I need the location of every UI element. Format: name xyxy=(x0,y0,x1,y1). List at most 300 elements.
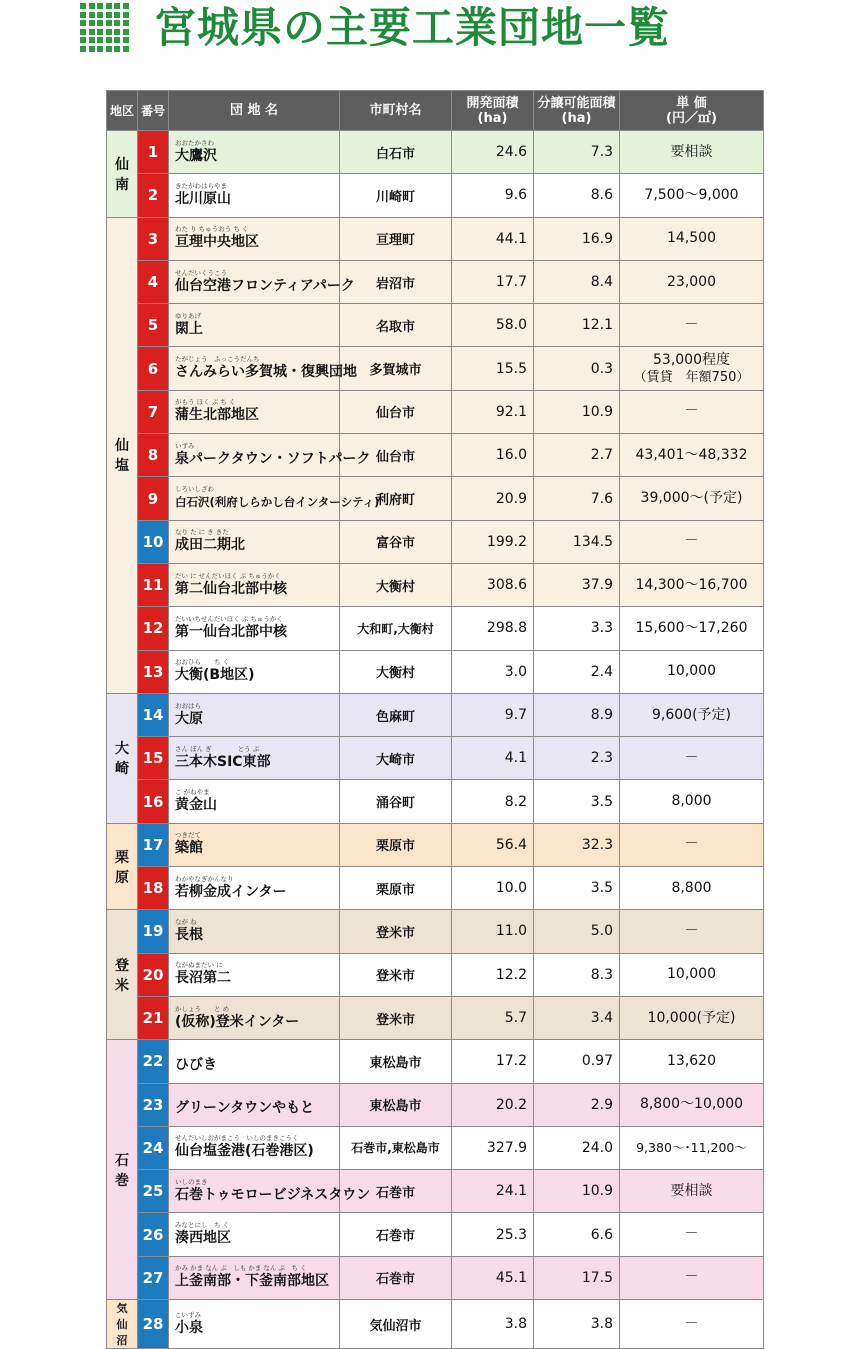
park-name-furigana: だい に せんだいほく ぶ ちゅうかく xyxy=(175,571,281,580)
grid-dot xyxy=(114,37,120,43)
table-row xyxy=(107,174,764,217)
park-number-badge: 7 xyxy=(138,390,169,433)
park-name: 蒲生北部地区 xyxy=(175,407,259,424)
unit-price: 43,401～48,332 xyxy=(635,446,748,463)
park-name-furigana: たがじょう ふっこうだんち xyxy=(175,355,260,364)
unit-price: － xyxy=(684,403,699,420)
park-name-cell xyxy=(169,953,340,996)
municipality-cell: 登米市 xyxy=(340,953,452,996)
industrial-parks-table xyxy=(106,90,764,1349)
header-number: 番号 xyxy=(138,91,169,131)
saleable-area-cell: 8.3 xyxy=(534,953,620,996)
park-name: 大原 xyxy=(175,710,203,727)
table-row xyxy=(107,823,764,866)
region-label-char: 崎 xyxy=(115,761,129,778)
park-name-furigana: わた り ちゅうおう ち く xyxy=(175,225,249,234)
park-name-furigana: ながぬまだい に xyxy=(175,961,223,970)
unit-price: 8,800 xyxy=(671,879,712,896)
region-label-char: 巻 xyxy=(115,1172,129,1189)
municipality-cell: 石巻市,東松島市 xyxy=(340,1126,452,1169)
unit-price: － xyxy=(684,533,699,550)
saleable-area-cell: 10.9 xyxy=(534,390,620,433)
park-name: 湊西地区 xyxy=(175,1230,231,1247)
table-row xyxy=(107,607,764,650)
saleable-area-cell: 7.3 xyxy=(534,131,620,174)
development-area-cell: 9.7 xyxy=(452,693,534,736)
development-area-cell: 17.7 xyxy=(452,260,534,303)
region-label-char: 沼 xyxy=(116,1334,128,1348)
park-name: 白石沢(利府しらかし台インターシティ) xyxy=(175,495,380,510)
grid-dot xyxy=(106,37,112,43)
development-area-cell: 92.1 xyxy=(452,390,534,433)
park-name: 仙台塩釜港(石巻港区) xyxy=(175,1143,314,1160)
development-area-cell: 12.2 xyxy=(452,953,534,996)
saleable-area-cell: 17.5 xyxy=(534,1256,620,1299)
park-number-badge: 21 xyxy=(138,996,169,1039)
unit-price: 9,380～･11,200～ xyxy=(636,1140,747,1156)
grid-dot xyxy=(80,20,86,26)
unit-price-cell xyxy=(620,780,764,823)
park-number-badge: 13 xyxy=(138,650,169,693)
development-area-cell: 308.6 xyxy=(452,563,534,606)
park-name-cell xyxy=(169,520,340,563)
park-name-furigana: さん ぼん ぎ とう ぶ xyxy=(175,744,260,753)
park-name-furigana: せんだいくうこう xyxy=(175,268,227,277)
park-name: 三本木SIC東部 xyxy=(175,753,271,770)
table-row xyxy=(107,131,764,174)
grid-dot xyxy=(97,37,103,43)
table-header-row xyxy=(107,91,764,131)
header xyxy=(80,0,780,60)
saleable-area-cell: 8.4 xyxy=(534,260,620,303)
unit-price: － xyxy=(684,1269,699,1286)
grid-dot xyxy=(123,20,129,26)
development-area-cell: 8.2 xyxy=(452,780,534,823)
park-name-cell xyxy=(169,1083,340,1126)
park-name-furigana: みなとにし ち く xyxy=(175,1221,230,1230)
table-row xyxy=(107,1300,764,1349)
municipality-cell: 栗原市 xyxy=(340,823,452,866)
park-number-badge: 1 xyxy=(138,131,169,174)
table-row xyxy=(107,953,764,996)
municipality-cell: 大衡村 xyxy=(340,650,452,693)
region-cell xyxy=(107,910,138,1040)
park-name-furigana: こいずみ xyxy=(175,1310,201,1319)
park-name: 長根 xyxy=(175,926,203,943)
municipality-cell: 仙台市 xyxy=(340,434,452,477)
park-name-cell xyxy=(169,304,340,347)
grid-dot xyxy=(80,37,86,43)
park-name: 若柳金成インター xyxy=(175,883,287,900)
region-label-char: 仙 xyxy=(115,156,129,173)
park-number-badge: 20 xyxy=(138,953,169,996)
park-number-badge: 23 xyxy=(138,1083,169,1126)
saleable-area-cell: 2.3 xyxy=(534,737,620,780)
unit-price-cell xyxy=(620,174,764,217)
region-label-char: 栗 xyxy=(115,849,129,866)
unit-price-cell xyxy=(620,737,764,780)
park-name: 黄金山 xyxy=(175,797,217,814)
unit-price-cell xyxy=(620,217,764,260)
saleable-area-cell: 12.1 xyxy=(534,304,620,347)
grid-dot xyxy=(114,29,120,35)
unit-price: 8,800～10,000 xyxy=(639,1096,744,1113)
development-area-cell: 56.4 xyxy=(452,823,534,866)
park-number-badge: 22 xyxy=(138,1040,169,1083)
municipality-cell: 東松島市 xyxy=(340,1083,452,1126)
unit-price-cell xyxy=(620,390,764,433)
saleable-area-cell: 0.97 xyxy=(534,1040,620,1083)
grid-dot xyxy=(106,20,112,26)
header-municipality: 市町村名 xyxy=(340,91,452,131)
grid-dot xyxy=(123,3,129,9)
park-name-furigana: なり た に き きた xyxy=(175,528,229,537)
grid-dot xyxy=(89,3,95,9)
park-name-furigana: つきだて xyxy=(175,831,201,840)
park-number-badge: 4 xyxy=(138,260,169,303)
region-cell xyxy=(107,1040,138,1300)
park-number-badge: 28 xyxy=(138,1300,169,1349)
park-name: (仮称)登米インター xyxy=(175,1013,300,1030)
region-label-char: 気 xyxy=(116,1302,128,1316)
park-name-cell xyxy=(169,737,340,780)
park-name-furigana: きたがわはらやま xyxy=(175,181,227,190)
park-name-cell xyxy=(169,434,371,477)
park-name-cell xyxy=(169,1256,340,1299)
municipality-cell: 白石市 xyxy=(340,131,452,174)
park-name-cell xyxy=(169,477,380,520)
park-name: 小泉 xyxy=(175,1319,203,1336)
saleable-area-cell: 2.7 xyxy=(534,434,620,477)
grid-dot xyxy=(89,20,95,26)
municipality-cell: 大和町,大衡村 xyxy=(340,607,452,650)
park-number-badge: 14 xyxy=(138,693,169,736)
saleable-area-cell: 8.6 xyxy=(534,174,620,217)
park-name: グリーンタウンやもと xyxy=(175,1100,315,1117)
unit-price: 53,000程度 xyxy=(653,351,730,368)
table-row xyxy=(107,1256,764,1299)
unit-price-cell xyxy=(620,1213,764,1256)
unit-price-cell xyxy=(620,1083,764,1126)
table-row xyxy=(107,780,764,823)
grid-dot xyxy=(106,3,112,9)
unit-price-cell xyxy=(620,477,764,520)
table-row xyxy=(107,347,764,390)
unit-price-cell xyxy=(620,910,764,953)
park-name-furigana: がもう ほく ぶ ち く xyxy=(175,398,236,407)
development-area-cell: 298.8 xyxy=(452,607,534,650)
park-number-badge: 19 xyxy=(138,910,169,953)
park-number-badge: 6 xyxy=(138,347,169,390)
unit-price-cell xyxy=(620,260,764,303)
development-area-cell: 5.7 xyxy=(452,996,534,1039)
park-number-badge: 9 xyxy=(138,477,169,520)
park-name-cell xyxy=(169,131,340,174)
grid-dot xyxy=(123,29,129,35)
park-name-cell xyxy=(169,1040,340,1083)
park-name-furigana: せんだいしおがまこう いしのまきこうく xyxy=(175,1134,299,1143)
municipality-cell: 登米市 xyxy=(340,996,452,1039)
park-name-furigana xyxy=(175,1049,339,1056)
unit-price: － xyxy=(684,1315,699,1332)
park-name-furigana: だいいちせんだいほく ぶ ちゅうかく xyxy=(175,614,283,623)
park-name-cell xyxy=(169,1213,340,1256)
saleable-area-cell: 32.3 xyxy=(534,823,620,866)
municipality-cell: 多賀城市 xyxy=(340,347,452,390)
table-row xyxy=(107,304,764,347)
park-name: 亘理中央地区 xyxy=(175,234,259,251)
park-name-furigana: なが ね xyxy=(175,917,197,926)
park-name-cell xyxy=(169,693,340,736)
saleable-area-cell: 2.9 xyxy=(534,1083,620,1126)
development-area-cell: 10.0 xyxy=(452,867,534,910)
park-name-cell xyxy=(169,910,340,953)
table-row xyxy=(107,1170,764,1213)
unit-price: 14,300～16,700 xyxy=(635,576,748,593)
park-name: 大衡(B地区) xyxy=(175,667,255,684)
unit-price: 39,000～(予定) xyxy=(640,490,743,507)
municipality-cell: 色麻町 xyxy=(340,693,452,736)
table-row xyxy=(107,1040,764,1083)
park-name-cell xyxy=(169,780,340,823)
park-number-badge: 27 xyxy=(138,1256,169,1299)
header-unit-price: 単 価 (円／㎡) xyxy=(620,91,764,131)
header-development-area: 開発面積 (ha) xyxy=(452,91,534,131)
unit-price: 7,500～9,000 xyxy=(644,186,739,203)
unit-price: 8,000 xyxy=(671,793,712,810)
grid-dot xyxy=(114,20,120,26)
park-name-cell xyxy=(169,260,355,303)
table-row xyxy=(107,260,764,303)
unit-price: 10,000 xyxy=(667,663,716,680)
development-area-cell: 24.1 xyxy=(452,1170,534,1213)
grid-dot xyxy=(106,29,112,35)
park-number-badge: 10 xyxy=(138,520,169,563)
park-name: 上釜南部・下釜南部地区 xyxy=(175,1273,329,1290)
park-name: さんみらい多賀城・復興団地 xyxy=(175,364,357,381)
region-label-char: 原 xyxy=(115,869,129,886)
park-name-cell xyxy=(169,1300,340,1349)
municipality-cell: 気仙沼市 xyxy=(340,1300,452,1349)
region-label-char: 塩 xyxy=(115,458,129,475)
table-row xyxy=(107,434,764,477)
grid-dot xyxy=(80,3,86,9)
park-name-cell xyxy=(169,390,340,433)
municipality-cell: 大崎市 xyxy=(340,737,452,780)
unit-price: － xyxy=(684,749,699,766)
development-area-cell: 17.2 xyxy=(452,1040,534,1083)
municipality-cell: 栗原市 xyxy=(340,867,452,910)
park-name-cell xyxy=(169,217,340,260)
region-cell xyxy=(107,693,138,823)
park-name-furigana: かしょう と め xyxy=(175,1004,230,1013)
unit-price: － xyxy=(684,316,699,333)
park-number-badge: 2 xyxy=(138,174,169,217)
unit-price: 14,500 xyxy=(667,230,716,247)
park-name: 大鷹沢 xyxy=(175,147,217,164)
development-area-cell: 11.0 xyxy=(452,910,534,953)
municipality-cell: 登米市 xyxy=(340,910,452,953)
municipality-cell: 石巻市 xyxy=(340,1256,452,1299)
grid-dot xyxy=(97,12,103,18)
grid-dot xyxy=(123,12,129,18)
park-name-furigana: いしのまき xyxy=(175,1177,208,1186)
table-row xyxy=(107,217,764,260)
park-name-cell xyxy=(169,174,340,217)
municipality-cell: 石巻市 xyxy=(340,1213,452,1256)
table-row xyxy=(107,390,764,433)
municipality-cell: 仙台市 xyxy=(340,390,452,433)
park-name-cell xyxy=(169,347,357,390)
grid-dot xyxy=(114,46,120,52)
grid-dot xyxy=(114,12,120,18)
table-row xyxy=(107,737,764,780)
grid-dot xyxy=(97,29,103,35)
saleable-area-cell: 8.9 xyxy=(534,693,620,736)
table-body xyxy=(107,131,764,1349)
park-number-badge: 25 xyxy=(138,1170,169,1213)
park-name-cell xyxy=(169,650,340,693)
green-dot-grid-icon xyxy=(80,3,130,53)
table-row xyxy=(107,996,764,1039)
development-area-cell: 199.2 xyxy=(452,520,534,563)
table-row xyxy=(107,867,764,910)
development-area-cell: 3.8 xyxy=(452,1300,534,1349)
park-name-furigana: かみ かま なん ぶ しも かま なん ぶ ち く xyxy=(175,1264,307,1273)
municipality-cell: 東松島市 xyxy=(340,1040,452,1083)
development-area-cell: 9.6 xyxy=(452,174,534,217)
saleable-area-cell: 3.5 xyxy=(534,867,620,910)
unit-price-cell xyxy=(620,1300,764,1349)
park-name-furigana: わかやなぎかんなり xyxy=(175,874,234,883)
region-label-char: 仙 xyxy=(116,1318,128,1332)
park-name: 仙台空港フロンティアパーク xyxy=(175,277,355,294)
park-name: 長沼第二 xyxy=(175,970,231,987)
development-area-cell: 4.1 xyxy=(452,737,534,780)
header-saleable-area: 分譲可能面積 (ha) xyxy=(534,91,620,131)
unit-price-cell xyxy=(620,1170,764,1213)
unit-price-cell xyxy=(620,1256,764,1299)
saleable-area-cell: 10.9 xyxy=(534,1170,620,1213)
unit-price: 10,000(予定) xyxy=(647,1009,736,1026)
unit-price: 13,620 xyxy=(667,1052,716,1069)
page-title: 宮城県の主要工業団地一覧 xyxy=(154,3,671,52)
unit-price: － xyxy=(684,922,699,939)
park-name-furigana: おおひら ち く xyxy=(175,658,230,667)
development-area-cell: 20.2 xyxy=(452,1083,534,1126)
saleable-area-cell: 3.5 xyxy=(534,780,620,823)
grid-dot xyxy=(106,46,112,52)
park-name-furigana: こ がねやま xyxy=(175,788,210,797)
unit-price-cell xyxy=(620,867,764,910)
grid-dot xyxy=(106,12,112,18)
unit-price-cell xyxy=(620,996,764,1039)
unit-price-cell xyxy=(620,823,764,866)
unit-price-cell xyxy=(620,347,764,390)
region-label-char: 米 xyxy=(115,977,129,994)
municipality-cell: 大衡村 xyxy=(340,563,452,606)
saleable-area-cell: 3.8 xyxy=(534,1300,620,1349)
park-name-furigana: いずみ xyxy=(175,441,195,450)
park-name: 第一仙台北部中核 xyxy=(175,623,287,640)
municipality-cell: 石巻市 xyxy=(340,1170,452,1213)
grid-dot xyxy=(97,46,103,52)
unit-price: 要相談 xyxy=(670,143,713,160)
saleable-area-cell: 37.9 xyxy=(534,563,620,606)
table-row xyxy=(107,910,764,953)
grid-dot xyxy=(97,3,103,9)
park-name: 築館 xyxy=(175,840,203,857)
park-number-badge: 15 xyxy=(138,737,169,780)
park-number-badge: 26 xyxy=(138,1213,169,1256)
unit-price-cell xyxy=(620,1126,764,1169)
development-area-cell: 25.3 xyxy=(452,1213,534,1256)
park-name-cell xyxy=(169,563,340,606)
grid-dot xyxy=(97,20,103,26)
unit-price-cell xyxy=(620,1040,764,1083)
unit-price-note: （賃貸 年額750） xyxy=(633,369,750,385)
saleable-area-cell: 6.6 xyxy=(534,1213,620,1256)
park-number-badge: 11 xyxy=(138,563,169,606)
grid-dot xyxy=(80,29,86,35)
saleable-area-cell: 2.4 xyxy=(534,650,620,693)
park-name: ひびき xyxy=(175,1056,217,1073)
unit-price: 9,600(予定) xyxy=(651,706,731,723)
table-row xyxy=(107,477,764,520)
park-name-cell xyxy=(169,1126,340,1169)
development-area-cell: 327.9 xyxy=(452,1126,534,1169)
park-name: 第二仙台北部中核 xyxy=(175,580,287,597)
park-name-furigana: しろいしざわ xyxy=(175,485,214,494)
region-label-char: 石 xyxy=(115,1152,129,1169)
region-cell xyxy=(107,823,138,910)
park-number-badge: 18 xyxy=(138,867,169,910)
park-number-badge: 17 xyxy=(138,823,169,866)
park-number-badge: 24 xyxy=(138,1126,169,1169)
park-name-furigana xyxy=(175,1092,339,1099)
municipality-cell: 岩沼市 xyxy=(340,260,452,303)
development-area-cell: 15.5 xyxy=(452,347,534,390)
park-number-badge: 16 xyxy=(138,780,169,823)
saleable-area-cell: 7.6 xyxy=(534,477,620,520)
unit-price: 15,600～17,260 xyxy=(635,619,748,636)
unit-price-cell xyxy=(620,607,764,650)
municipality-cell: 名取市 xyxy=(340,304,452,347)
park-name-cell xyxy=(169,867,340,910)
unit-price: 10,000 xyxy=(667,966,716,983)
grid-dot xyxy=(89,46,95,52)
park-name: 石巻トゥモロービジネスタウン xyxy=(175,1186,371,1203)
park-number-badge: 8 xyxy=(138,434,169,477)
unit-price-cell xyxy=(620,953,764,996)
unit-price: － xyxy=(684,836,699,853)
park-name-furigana: おおはら xyxy=(175,701,201,710)
municipality-cell: 富谷市 xyxy=(340,520,452,563)
park-name-cell xyxy=(169,607,340,650)
saleable-area-cell: 5.0 xyxy=(534,910,620,953)
unit-price-cell xyxy=(620,693,764,736)
park-name: 閖上 xyxy=(175,320,203,337)
municipality-cell: 利府町 xyxy=(340,477,452,520)
park-name-cell xyxy=(169,1170,371,1213)
park-name-furigana: おおたかさわ xyxy=(175,138,214,147)
grid-dot xyxy=(123,46,129,52)
header-park-name: 団 地 名 xyxy=(169,91,340,131)
table-row xyxy=(107,563,764,606)
saleable-area-cell: 16.9 xyxy=(534,217,620,260)
table-row xyxy=(107,650,764,693)
table-row xyxy=(107,693,764,736)
